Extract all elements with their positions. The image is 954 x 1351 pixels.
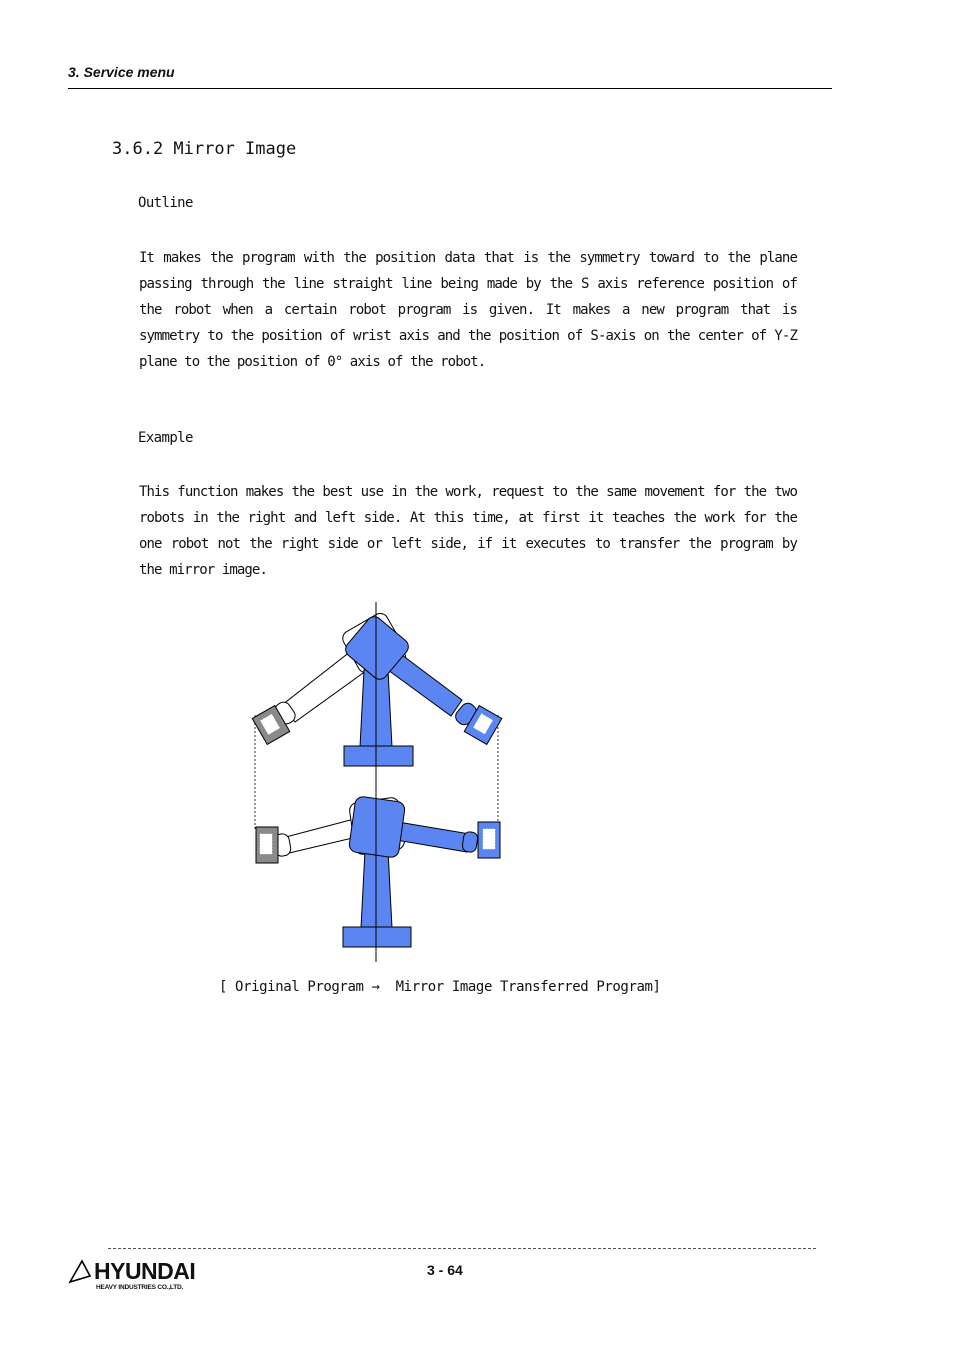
header-title: 3. Service menu	[68, 64, 175, 80]
example-heading: Example	[138, 430, 193, 446]
example-paragraph: This function makes the best use in the work, request to the same movement for the two robots in the right and left side. At this time, at first it teaches the work for the one robot not the right side or left side, if it executes to transfer the program by the mirror image.	[139, 484, 797, 578]
top-robot	[252, 611, 502, 766]
hyundai-logo	[68, 1258, 208, 1294]
bottom-robot-left-arm	[282, 818, 361, 854]
logo-triangle-icon	[68, 1258, 96, 1284]
page-number: 3 - 64	[427, 1262, 463, 1278]
figure-caption: [ Original Program → Mirror Image Transferred Program]	[219, 979, 661, 995]
mirror-image-figure	[240, 600, 520, 965]
outline-heading: Outline	[138, 195, 193, 211]
footer-rule	[108, 1248, 816, 1249]
bottom-robot-right-arm	[396, 822, 470, 852]
outline-paragraph: It makes the program with the position data that is the symmetry toward to the plane passing through the line straight line being made by the S axis reference position of the robot when a certain robot program is given. It makes a new program that is symmetry to the position of wrist axis and the position of S-axis on the center of Y-Z plane to the position of 0° axis of the robot.	[139, 250, 797, 370]
header-rule	[68, 88, 832, 89]
bottom-robot-body	[348, 796, 405, 858]
logo-name: HYUNDAI	[94, 1258, 196, 1284]
section-title: 3.6.2 Mirror Image	[112, 139, 297, 159]
bottom-robot-base	[343, 927, 411, 947]
bottom-robot	[256, 796, 500, 947]
top-robot-right-arm	[388, 652, 462, 716]
logo-subtitle: HEAVY INDUSTRIES CO.,LTD.	[96, 1284, 184, 1291]
bottom-robot-right-joint	[462, 831, 479, 853]
top-robot-base	[344, 746, 413, 766]
